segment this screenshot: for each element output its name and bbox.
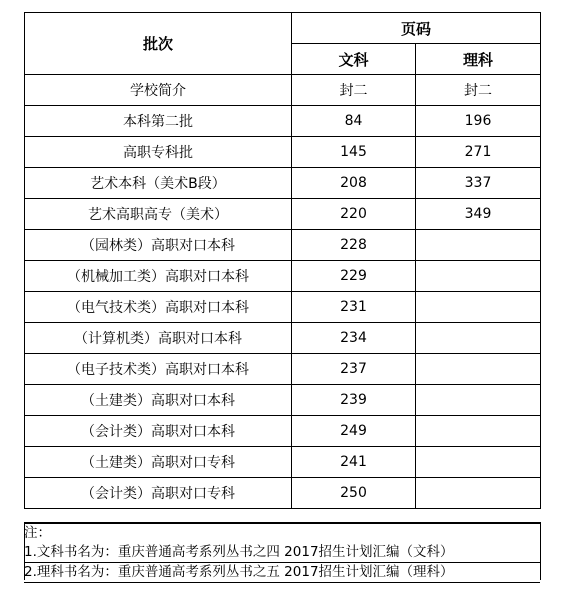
cell-li xyxy=(416,447,541,478)
table-row xyxy=(25,478,541,509)
cell-batch: 学校简介 xyxy=(25,75,292,106)
cell-li: 封二 xyxy=(416,75,541,106)
cell-batch: 艺术高职高专（美术） xyxy=(25,199,292,230)
table-body xyxy=(25,75,541,509)
cell-batch: （电子技术类）高职对口本科 xyxy=(25,354,292,385)
cell-li xyxy=(416,354,541,385)
header-li: 理科 xyxy=(416,44,541,75)
cell-batch: 本科第二批 xyxy=(25,106,292,137)
table-row xyxy=(25,385,541,416)
cell-batch: （土建类）高职对口本科 xyxy=(25,385,292,416)
table-row xyxy=(25,292,541,323)
cell-batch: （会计类）高职对口本科 xyxy=(25,416,292,447)
cell-wen: 145 xyxy=(292,137,416,168)
cell-wen: 239 xyxy=(292,385,416,416)
page-index-table xyxy=(24,12,541,509)
table-row xyxy=(25,261,541,292)
header-wen: 文科 xyxy=(292,44,416,75)
cell-wen: 231 xyxy=(292,292,416,323)
cell-wen: 250 xyxy=(292,478,416,509)
notes-section xyxy=(24,522,540,583)
cell-li: 271 xyxy=(416,137,541,168)
cell-batch: （会计类）高职对口专科 xyxy=(25,478,292,509)
cell-li xyxy=(416,230,541,261)
cell-li xyxy=(416,385,541,416)
note-line-1: 1.文科书名为：重庆普通高考系列丛书之四 2017招生计划汇编（文科） xyxy=(24,543,540,563)
header-batch: 批次 xyxy=(25,13,292,75)
cell-li xyxy=(416,416,541,447)
cell-li: 349 xyxy=(416,199,541,230)
cell-li xyxy=(416,261,541,292)
table-row xyxy=(25,230,541,261)
table-row xyxy=(25,199,541,230)
table-row xyxy=(25,416,541,447)
cell-batch: （机械加工类）高职对口本科 xyxy=(25,261,292,292)
cell-wen: 237 xyxy=(292,354,416,385)
cell-wen: 208 xyxy=(292,168,416,199)
cell-wen: 249 xyxy=(292,416,416,447)
table-row xyxy=(25,75,541,106)
cell-wen: 229 xyxy=(292,261,416,292)
cell-wen: 241 xyxy=(292,447,416,478)
table-row xyxy=(25,354,541,385)
table-row xyxy=(25,137,541,168)
cell-batch: 高职专科批 xyxy=(25,137,292,168)
header-page: 页码 xyxy=(292,13,541,44)
table-row xyxy=(25,323,541,354)
table-row xyxy=(25,168,541,199)
cell-wen: 234 xyxy=(292,323,416,354)
cell-li xyxy=(416,323,541,354)
table-row xyxy=(25,447,541,478)
cell-wen: 220 xyxy=(292,199,416,230)
table-row xyxy=(25,106,541,137)
cell-li xyxy=(416,478,541,509)
notes-title: 注： xyxy=(24,522,540,543)
cell-wen: 84 xyxy=(292,106,416,137)
cell-li: 337 xyxy=(416,168,541,199)
notes-border-right xyxy=(540,522,541,580)
cell-wen: 封二 xyxy=(292,75,416,106)
cell-li xyxy=(416,292,541,323)
cell-batch: （计算机类）高职对口本科 xyxy=(25,323,292,354)
cell-wen: 228 xyxy=(292,230,416,261)
cell-batch: （土建类）高职对口专科 xyxy=(25,447,292,478)
cell-batch: （园林类）高职对口本科 xyxy=(25,230,292,261)
cell-batch: （电气技术类）高职对口本科 xyxy=(25,292,292,323)
cell-batch: 艺术本科（美术B段） xyxy=(25,168,292,199)
cell-li: 196 xyxy=(416,106,541,137)
note-line-2: 2.理科书名为：重庆普通高考系列丛书之五 2017招生计划汇编（理科） xyxy=(24,563,540,583)
